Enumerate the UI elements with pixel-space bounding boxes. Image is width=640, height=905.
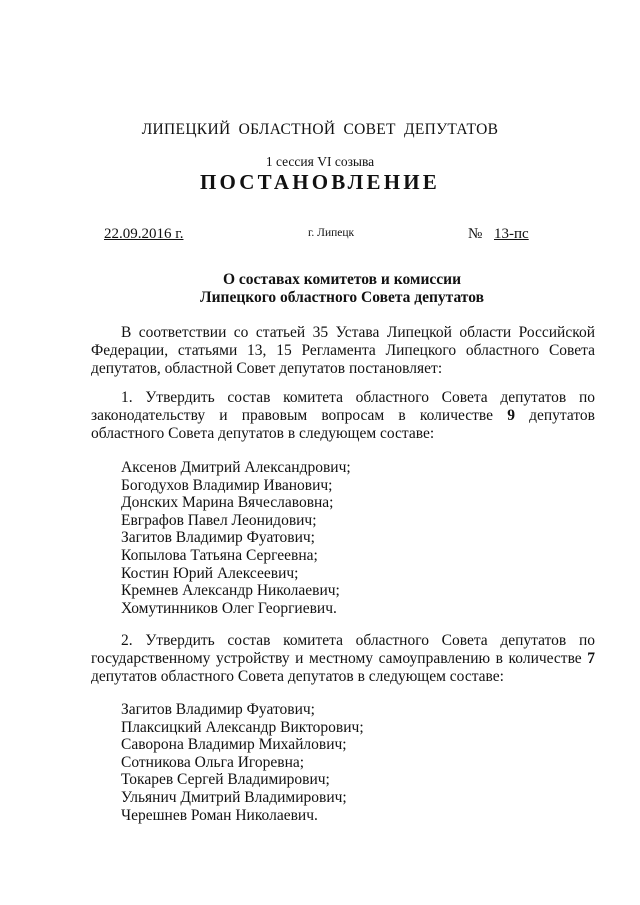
item-2-count: 7 [587,650,595,667]
document-date: 22.09.2016 г. [104,226,184,242]
member-list-item: Богодухов Владимир Иванович; [121,476,333,494]
item-1-text-before: 1. Утвердить состав комитета областного Совета депутатов по законодательству и правовым вопросам в количестве [91,389,595,424]
organization-name: ЛИПЕЦКИЙ ОБЛАСТНОЙ СОВЕТ ДЕПУТАТОВ [141,121,499,138]
item-1-member-list [121,459,351,617]
member-list-item: Сотникова Ольга Игоревна; [121,753,305,771]
document-type: ПОСТАНОВЛЕНИЕ [199,170,441,194]
item-1-paragraph [91,389,595,443]
member-list-item: Евграфов Павел Леонидович; [121,511,317,529]
item-2-text-before: 2. Утвердить состав комитета областного Совета депутатов по государственному устройству и местному самоуправлению в количестве [91,632,595,667]
member-list-item: Ульянич Дмитрий Владимирович; [121,788,347,806]
title-line-1: О составах комитетов и комиссии [222,271,462,288]
member-list-item: Донских Марина Вячеславовна; [121,494,334,512]
item-2-text-after: депутатов областного Совета депутатов в следующем составе: [91,668,504,685]
document-city: г. Липецк [308,227,355,239]
member-list-item: Загитов Владимир Фуатович; [121,529,315,547]
member-list-item: Черешнев Роман Николаевич. [121,806,318,824]
member-list-item: Плаксицкий Александр Викторович; [121,718,364,736]
member-list-item: Костин Юрий Алексеевич; [121,564,299,582]
number-sign: № [468,226,483,242]
member-list-item: Токарев Сергей Владимирович; [121,771,330,789]
item-1-count: 9 [507,407,515,424]
member-list-item: Кремнев Александр Николаевич; [121,582,340,600]
member-list-item: Загитов Владимир Фуатович; [121,701,315,718]
session-line: 1 сессия VI созыва [265,154,375,169]
item-2-member-list [121,701,364,824]
member-list-item: Аксенов Дмитрий Александрович; [121,459,351,476]
member-list-item: Саворона Владимир Михайлович; [121,736,347,754]
item-1-text-after: депутатов областного Совета депутатов в следующем составе: [91,407,595,442]
document-number: 13-пс [494,226,529,242]
member-list-item: Копылова Татьяна Сергеевна; [121,546,318,564]
document-title [0,271,640,307]
member-list-item: Хомутинников Олег Георгиевич. [121,599,337,617]
item-2-paragraph [91,632,595,686]
title-line-2: Липецкого областного Совета депутатов [200,289,484,306]
intro-paragraph: В соответствии со статьей 35 Устава Липецкой области Российской Федерации, статьями 13, 15 Регламента Липецкого областного Совета депутатов, областной Совет депутатов постановляет: [91,324,595,377]
